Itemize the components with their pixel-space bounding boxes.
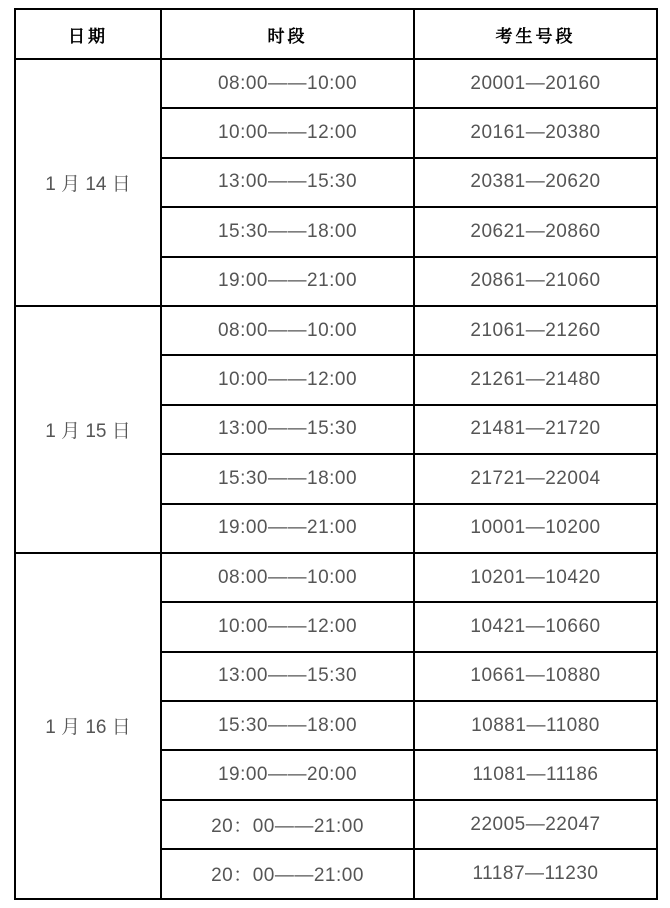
time-cell: 08:00——10:00 [161, 553, 414, 602]
time-cell: 19:00——20:00 [161, 750, 414, 799]
time-cell: 15:30——18:00 [161, 207, 414, 256]
time-cell: 15:30——18:00 [161, 701, 414, 750]
time-cell: 15:30——18:00 [161, 454, 414, 503]
time-cell: 13:00——15:30 [161, 652, 414, 701]
table-row [15, 553, 657, 602]
header-date: 日期 [15, 9, 161, 59]
time-cell: 10:00——12:00 [161, 108, 414, 157]
range-cell: 20001—20160 [414, 59, 657, 108]
range-cell: 21061—21260 [414, 306, 657, 355]
time-cell: 13:00——15:30 [161, 405, 414, 454]
header-time-period: 时段 [161, 9, 414, 59]
header-row [15, 9, 657, 59]
time-cell: 20：00——21:00 [161, 849, 414, 898]
time-cell: 20：00——21:00 [161, 800, 414, 849]
time-cell: 13:00——15:30 [161, 158, 414, 207]
date-cell-jan15: 1 月 15 日 [15, 306, 161, 553]
time-cell: 19:00——21:00 [161, 257, 414, 306]
range-cell: 21261—21480 [414, 355, 657, 404]
range-cell: 20161—20380 [414, 108, 657, 157]
range-cell: 21481—21720 [414, 405, 657, 454]
range-cell: 20381—20620 [414, 158, 657, 207]
range-cell: 11081—11186 [414, 750, 657, 799]
range-cell: 20621—20860 [414, 207, 657, 256]
time-cell: 08:00——10:00 [161, 306, 414, 355]
header-candidate-range: 考生号段 [414, 9, 657, 59]
range-cell: 11187—11230 [414, 849, 657, 898]
time-cell: 19:00——21:00 [161, 504, 414, 553]
date-cell-jan16: 1 月 16 日 [15, 553, 161, 899]
range-cell: 10201—10420 [414, 553, 657, 602]
range-cell: 21721—22004 [414, 454, 657, 503]
time-cell: 10:00——12:00 [161, 355, 414, 404]
range-cell: 10421—10660 [414, 602, 657, 651]
range-cell: 10881—11080 [414, 701, 657, 750]
table-row [15, 59, 657, 108]
time-cell: 10:00——12:00 [161, 602, 414, 651]
range-cell: 22005—22047 [414, 800, 657, 849]
table-row [15, 306, 657, 355]
exam-schedule-table [14, 8, 658, 900]
range-cell: 10661—10880 [414, 652, 657, 701]
time-cell: 08:00——10:00 [161, 59, 414, 108]
range-cell: 20861—21060 [414, 257, 657, 306]
range-cell: 10001—10200 [414, 504, 657, 553]
date-cell-jan14: 1 月 14 日 [15, 59, 161, 306]
